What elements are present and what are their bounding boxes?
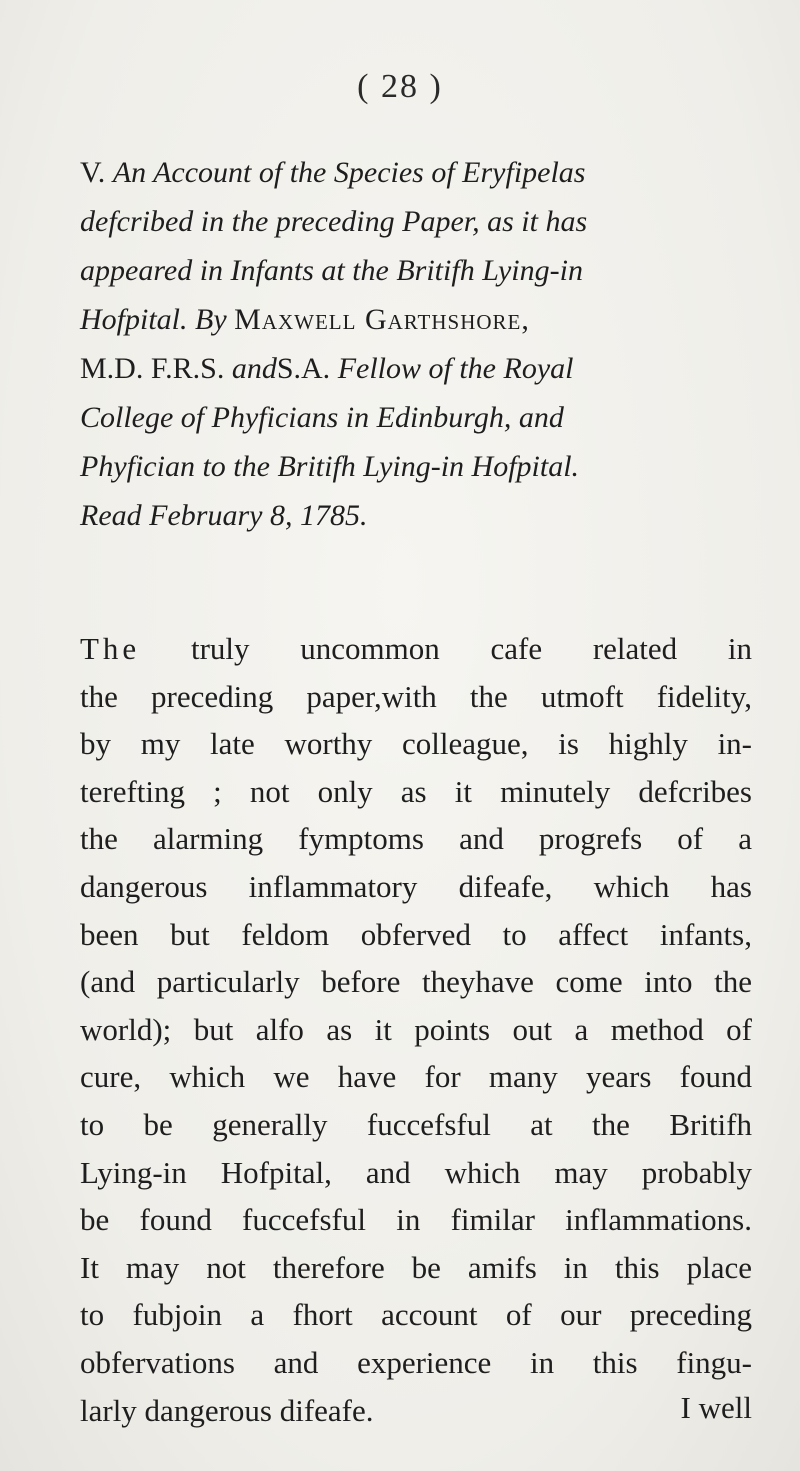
heading-line-2: defcribed in the preceding Paper, as it has	[80, 205, 588, 238]
body-line: dangerous inflammatory difeafe, which has	[80, 868, 752, 904]
body-line: to be generally fuccefsful at the Britifh	[80, 1106, 752, 1142]
body-line: It may not therefore be amifs in this place	[80, 1249, 752, 1285]
body-line: been but feldom obferved to affect infants,	[80, 916, 752, 952]
heading-read-date: Read February 8, 1785.	[80, 499, 368, 532]
body-line: be found fuccefsful in fimilar inflammations.	[80, 1202, 752, 1238]
body-line: to fubjoin a fhort account of our preceding	[80, 1297, 752, 1333]
heading-by: By	[195, 303, 227, 336]
heading-line-1: V. An Account of the Species of Eryfipelas	[80, 156, 586, 189]
body-line: larly dangerous difeafe.	[80, 1392, 374, 1428]
lead-word: The	[80, 631, 141, 666]
heading-line-7: Phyfician to the Britifh Lying-in Hofpital.	[80, 450, 580, 483]
body-line: the alarming fymptoms and progrefs of a	[80, 821, 752, 857]
body-line: terefting ; not only as it minutely defcribes	[80, 773, 752, 809]
body-line: obfervations and experience in this fingu-	[80, 1344, 752, 1380]
body-paragraph	[80, 625, 752, 1434]
body-line: by my late worthy colleague, is highly in-	[80, 726, 752, 762]
body-line: world); but alfo as it points out a method of	[80, 1011, 752, 1047]
heading-numeral: V.	[80, 156, 106, 189]
body-line: cure, which we have for many years found	[80, 1059, 752, 1095]
heading-line-3: appeared in Infants at the Britifh Lying-in	[80, 254, 583, 287]
body-line: (and particularly before theyhave come into the	[80, 964, 752, 1000]
body-line: The truly uncommon cafe related in	[80, 631, 753, 666]
catchword: I well	[680, 1390, 752, 1425]
body-line: Lying-in Hofpital, and which may probably	[80, 1154, 752, 1190]
heading-line-5: M.D. F.R.S. andS.A. Fellow of the Royal	[80, 352, 574, 385]
author-credentials: M.D. F.R.S.	[80, 352, 225, 385]
heading-line-6: College of Phyficians in Edinburgh, and	[80, 401, 564, 434]
body-line: the preceding paper,with the utmoft fidelity,	[80, 678, 752, 714]
article-heading	[80, 148, 750, 540]
author-name: Maxwell Garthshore,	[234, 303, 530, 336]
heading-line-4: Hofpital. By Maxwell Garthshore,	[80, 303, 530, 336]
page-number: ( 28 )	[357, 68, 443, 105]
